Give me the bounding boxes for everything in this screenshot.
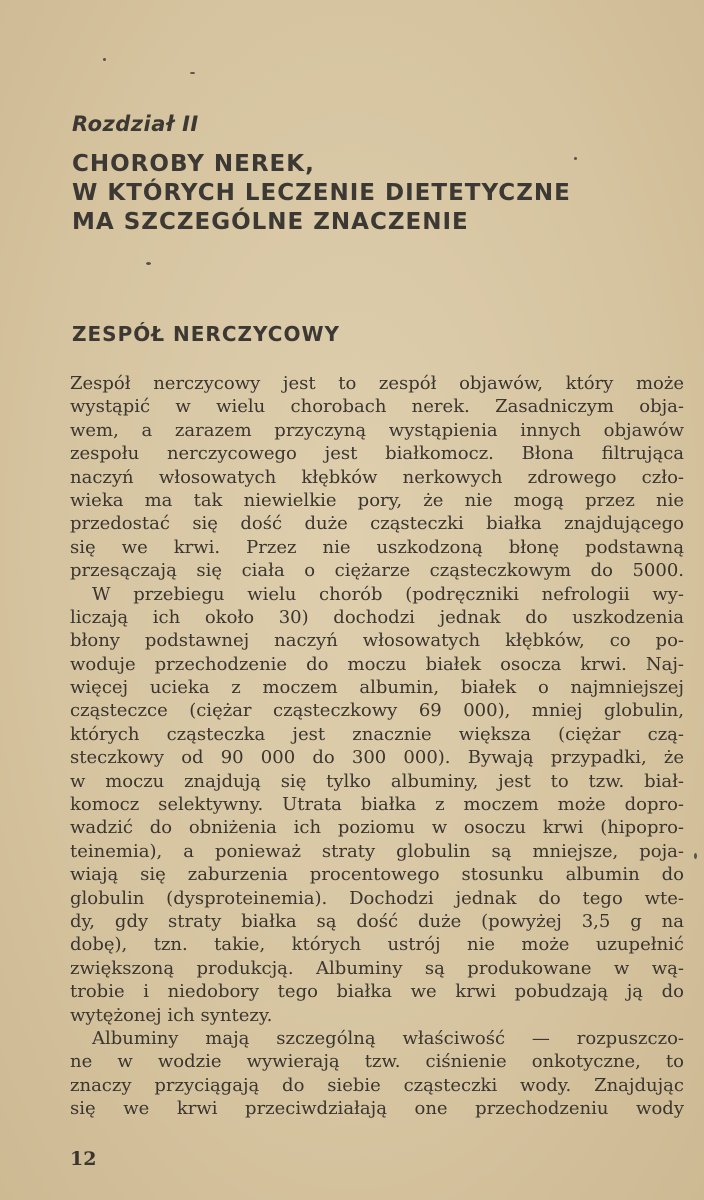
text-line: W przebiegu wielu chorób (podręczniki nefrologii wy- [92, 583, 684, 605]
text-line: zespołu nerczycowego jest białkomocz. Błona filtrująca [70, 443, 684, 465]
text-line: wiają się zaburzenia procentowego stosunku albumin do [70, 864, 684, 886]
print-speck [190, 72, 195, 74]
chapter-title-line: CHOROBY NEREK, [72, 151, 315, 177]
text-line: zwiększoną produkcją. Albuminy są produkowane w wą- [70, 957, 684, 979]
text-line: dy, gdy straty białka są dość duże (powyżej 3,5 g na [70, 910, 684, 932]
text-line: dobę), tzn. takie, których ustrój nie może uzupełnić [70, 934, 684, 956]
text-line: których cząsteczka jest znacznie większa (ciężar czą- [70, 723, 684, 745]
text-line: wystąpić w wielu chorobach nerek. Zasadniczym obja- [70, 396, 684, 418]
print-speck [146, 262, 151, 265]
text-line: wem, a zarazem przyczyną wystąpienia innych objawów [70, 419, 684, 441]
chapter-title-line: MA SZCZEGÓLNE ZNACZENIE [72, 209, 469, 235]
text-line: przesączają się ciała o ciężarze cząsteczkowym do 5000. [70, 560, 684, 582]
text-line: wytężonej ich syntezy. [70, 1004, 273, 1026]
text-line: ne w wodzie wywierają tzw. ciśnienie onkotyczne, to [70, 1051, 684, 1073]
text-line: cząsteczce (ciężar cząsteczkowy 69 000), mniej globulin, [70, 700, 684, 722]
body-text [70, 372, 684, 1121]
text-line: teinemia), a ponieważ straty globulin są mniejsze, poja- [70, 840, 684, 862]
text-line: się we krwi. Przez nie uszkodzoną błonę podstawną [70, 536, 684, 558]
text-line: więcej ucieka z moczem albumin, białek o najmniejszej [70, 677, 684, 699]
page-number: 12 [70, 1148, 97, 1170]
section-heading: ZESPÓŁ NERCZYCOWY [72, 322, 341, 346]
text-line: trobie i niedobory tego białka we krwi pobudzają ją do [70, 981, 684, 1003]
text-line: globulin (dysproteinemia). Dochodzi jednak do tego wte- [70, 887, 684, 909]
text-line: błony podstawnej naczyń włosowatych kłębków, co po- [70, 630, 684, 652]
chapter-title [72, 150, 652, 237]
text-line: się we krwi przeciwdziałają one przechodzeniu wody [70, 1098, 684, 1120]
print-speck [694, 853, 697, 859]
text-line: wieka ma tak niewielkie pory, że nie mogą przez nie [70, 489, 684, 511]
text-line: znaczy przyciągają do siebie cząsteczki wody. Znajdując [70, 1074, 684, 1096]
text-line: steczkowy od 90 000 do 300 000). Bywają przypadki, że [70, 747, 684, 769]
text-line: liczają ich około 30) dochodzi jednak do uszkodzenia [70, 606, 684, 628]
text-line: komocz selektywny. Utrata białka z moczem może dopro- [70, 794, 684, 816]
text-line: naczyń włosowatych kłębków nerkowych zdrowego czło- [70, 466, 684, 488]
text-line: Zespół nerczycowy jest to zespół objawów, który może [70, 373, 684, 394]
text-line: Albuminy mają szczególną właściwość — rozpuszczo- [92, 1027, 684, 1049]
chapter-label: Rozdział II [72, 112, 199, 136]
print-speck [103, 58, 106, 61]
text-line: woduje przechodzenie do moczu białek osocza krwi. Naj- [70, 653, 684, 675]
text-line: w moczu znajdują się tylko albuminy, jest to tzw. biał- [70, 770, 684, 792]
text-line: wadzić do obniżenia ich poziomu w osoczu krwi (hipopro- [70, 817, 684, 839]
chapter-title-line: W KTÓRYCH LECZENIE DIETETYCZNE [72, 180, 571, 206]
text-line: przedostać się dość duże cząsteczki białka znajdującego [70, 513, 684, 535]
